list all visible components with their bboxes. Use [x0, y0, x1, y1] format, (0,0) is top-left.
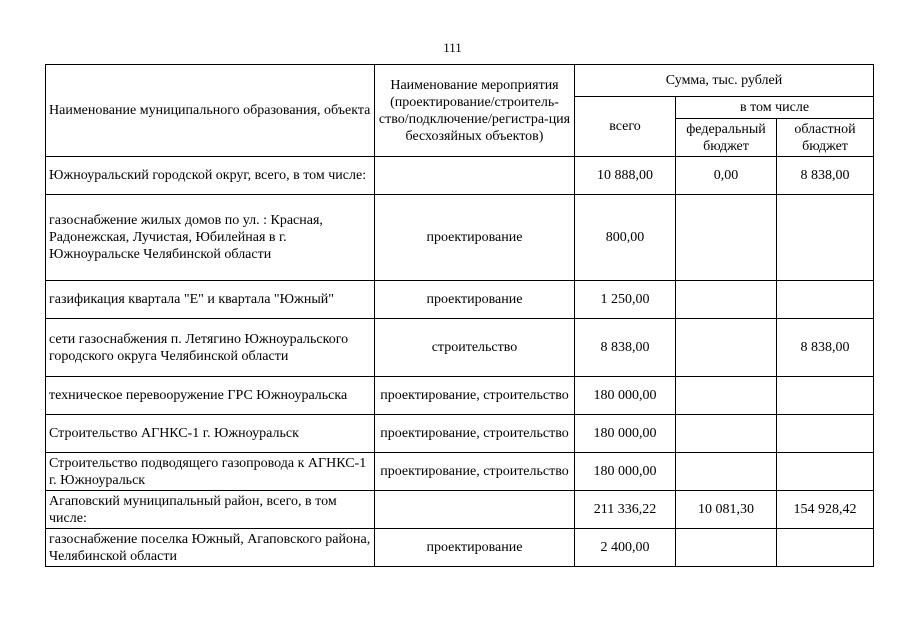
row-total: 8 838,00	[575, 319, 676, 377]
row-activity: проектирование	[375, 281, 575, 319]
table-row	[46, 281, 874, 319]
row-federal	[676, 415, 777, 453]
header-regional: областной бюджет	[777, 119, 874, 157]
row-name: Строительство АГНКС-1 г. Южноуральск	[46, 415, 375, 453]
row-name: Строительство подводящего газопровода к АГНКС-1 г. Южноуральск	[46, 453, 375, 491]
row-regional	[777, 529, 874, 567]
row-regional: 154 928,42	[777, 491, 874, 529]
row-activity: проектирование, строительство	[375, 415, 575, 453]
row-regional	[777, 195, 874, 281]
header-federal: федеральный бюджет	[676, 119, 777, 157]
row-activity: проектирование	[375, 529, 575, 567]
table-row	[46, 319, 874, 377]
header-name: Наименование муниципального образования, объекта	[46, 65, 375, 157]
row-total: 1 250,00	[575, 281, 676, 319]
header-sum: Сумма, тыс. рублей	[575, 65, 874, 97]
row-activity: строительство	[375, 319, 575, 377]
row-regional	[777, 377, 874, 415]
row-activity: проектирование	[375, 195, 575, 281]
header-including: в том числе	[676, 97, 874, 119]
row-regional	[777, 281, 874, 319]
table-row	[46, 491, 874, 529]
row-total: 180 000,00	[575, 377, 676, 415]
row-name: Агаповский муниципальный район, всего, в том числе:	[46, 491, 375, 529]
row-total: 180 000,00	[575, 415, 676, 453]
row-total: 800,00	[575, 195, 676, 281]
header-total: всего	[575, 97, 676, 157]
row-total: 2 400,00	[575, 529, 676, 567]
row-federal: 10 081,30	[676, 491, 777, 529]
row-total: 211 336,22	[575, 491, 676, 529]
table-row	[46, 157, 874, 195]
row-name: газоснабжение жилых домов по ул. : Красная, Радонежская, Лучистая, Юбилейная в г. Южноуральске Челябинской области	[46, 195, 375, 281]
row-activity: проектирование, строительство	[375, 377, 575, 415]
budget-table	[45, 64, 874, 567]
row-federal	[676, 195, 777, 281]
row-name: газоснабжение поселка Южный, Агаповского района, Челябинской области	[46, 529, 375, 567]
row-activity	[375, 491, 575, 529]
row-regional: 8 838,00	[777, 157, 874, 195]
table-row	[46, 415, 874, 453]
table-row	[46, 529, 874, 567]
header-activity: Наименование мероприятия (проектирование/строитель-ство/подключение/регистра-ция бесхозяйных объектов)	[375, 65, 575, 157]
row-total: 10 888,00	[575, 157, 676, 195]
table-row	[46, 195, 874, 281]
row-federal	[676, 377, 777, 415]
row-federal	[676, 453, 777, 491]
row-federal	[676, 319, 777, 377]
row-federal: 0,00	[676, 157, 777, 195]
row-federal	[676, 281, 777, 319]
table-row	[46, 453, 874, 491]
row-regional	[777, 415, 874, 453]
row-name: сети газоснабжения п. Летягино Южноуральского городского округа Челябинской области	[46, 319, 375, 377]
row-regional: 8 838,00	[777, 319, 874, 377]
row-total: 180 000,00	[575, 453, 676, 491]
row-federal	[676, 529, 777, 567]
row-activity: проектирование, строительство	[375, 453, 575, 491]
row-name: газификация квартала "Е" и квартала "Южный"	[46, 281, 375, 319]
row-regional	[777, 453, 874, 491]
row-name: Южноуральский городской округ, всего, в том числе:	[46, 157, 375, 195]
row-name: техническое перевооружение ГРС Южноуральска	[46, 377, 375, 415]
table-row	[46, 377, 874, 415]
page-number: 111	[443, 40, 462, 55]
row-activity	[375, 157, 575, 195]
